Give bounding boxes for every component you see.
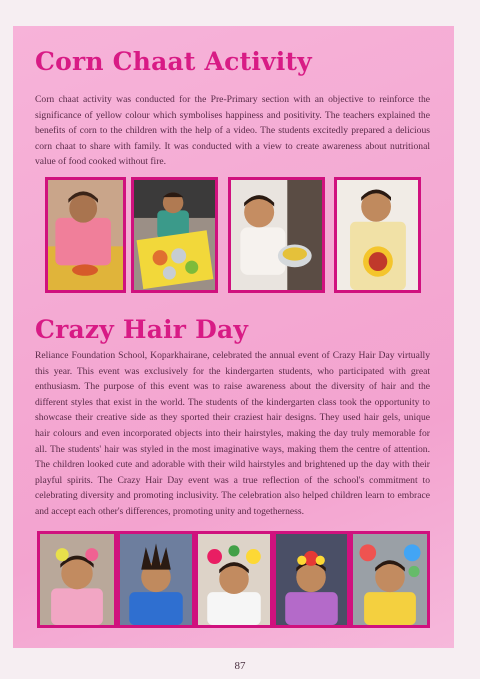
photo-crazy-hair-5 [350,531,430,628]
photo-corn-chaat-2 [131,177,218,293]
photo-crazy-hair-3 [195,531,273,628]
photo-corn-chaat-4 [334,177,421,293]
photo-corn-chaat-3 [228,177,325,293]
section-title-crazy-hair-day: Crazy Hair Day [35,315,249,344]
photo-crazy-hair-1 [37,531,117,628]
page-number: 87 [234,660,246,672]
photo-crazy-hair-4 [273,531,350,628]
photo-corn-chaat-1 [45,177,126,293]
photo-crazy-hair-2 [117,531,195,628]
section-body-crazy-hair-day: Reliance Foundation School, Koparkhairane, celebrated the annual event of Crazy Hair Day virtually this year. This event was exclusively for the kindergarten students, who participated with great enthusiasm. The purpose of this event was to raise awareness about the diversity of hair and the different styles that exist in the world. The students of the kindergarten class took the opportunity to showcase their creative side as they sported their craziest hair designs. They used hair gels, unique hair colours and even incorporated objects into their hairstyles, making the day truly memorable for all. The students' hair was styled in the most imaginative ways, making them the centre of attention. The children looked cute and adorable with their wild hairstyles and brightened up the day with their playful spirits. The Crazy Hair Day event was a true reflection of the school's commitment to celebrating diversity and promoting inclusivity. The celebration also helped children learn to embrace and accept each other's differences, promoting unity and togetherness. [35,350,430,517]
section-body-corn-chaat: Corn chaat activity was conducted for the Pre-Primary section with an objective to reinforce the significance of yellow colour which symbolises happiness and positivity. The teachers explained the benefits of corn to the children with the help of a video. The students excitedly prepared a delicious corn chaat to share with family. It was conducted with a view to create awareness about nutritional value of food cooked without fire. [35,94,430,168]
section-title-corn-chaat: Corn Chaat Activity [35,47,312,76]
